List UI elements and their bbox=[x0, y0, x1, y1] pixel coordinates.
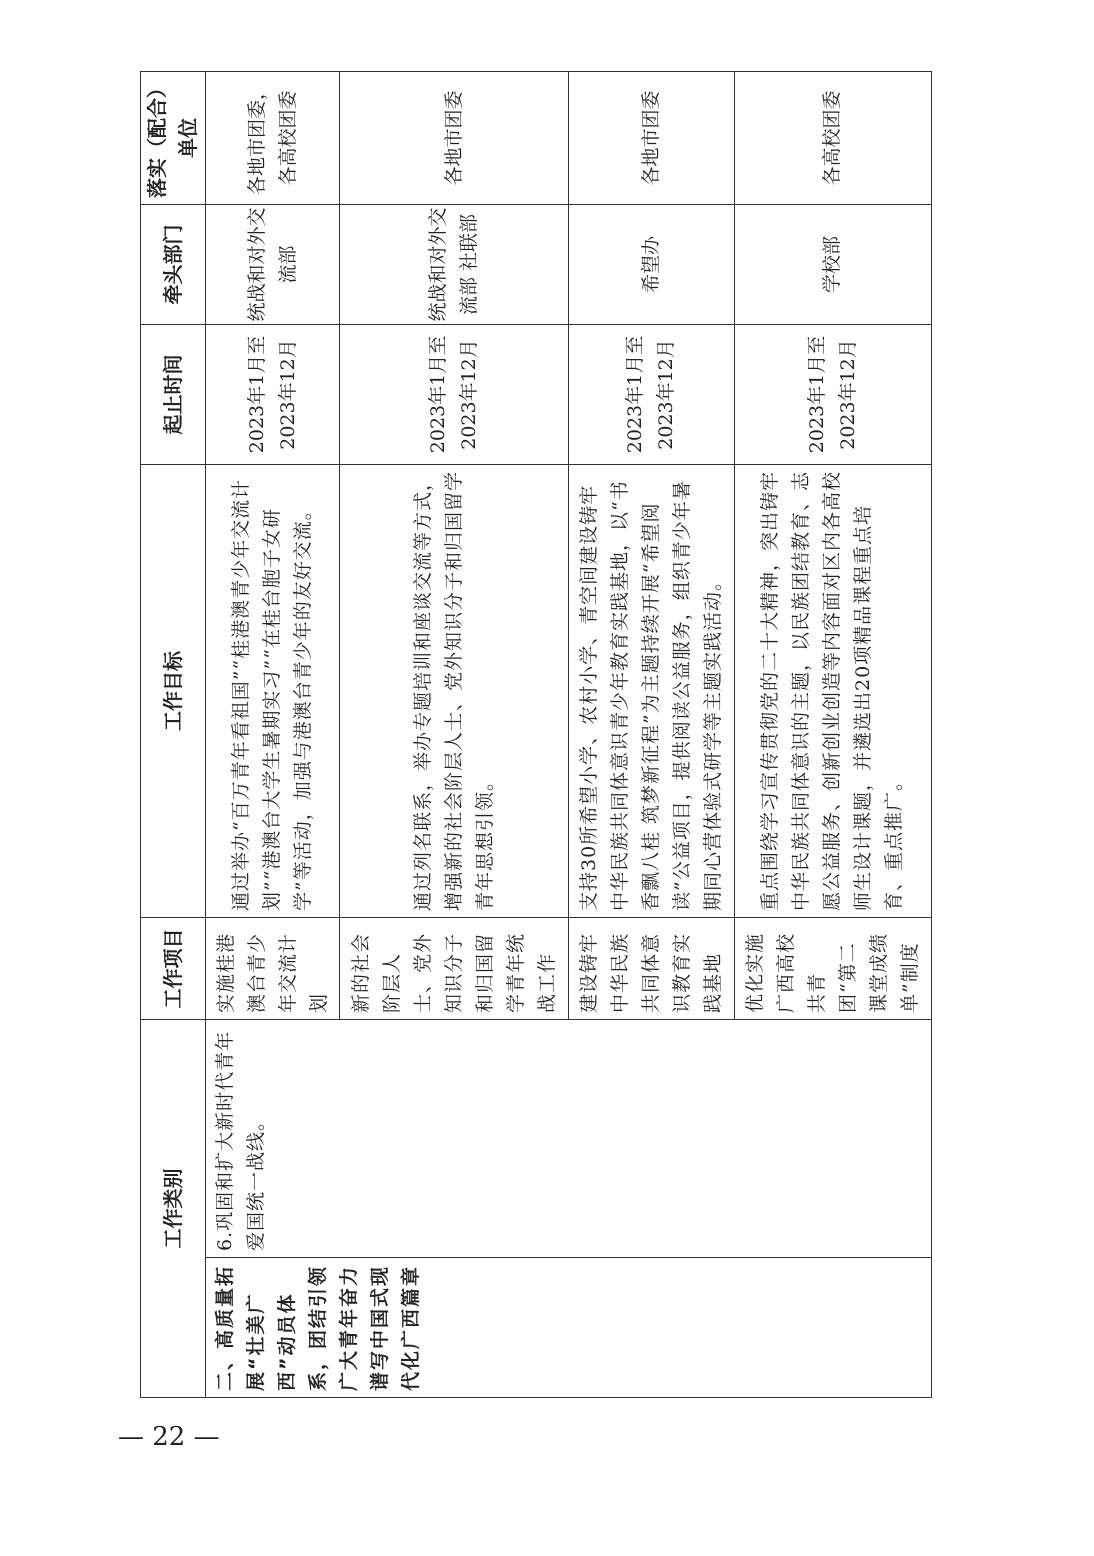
page-number: — 22 — bbox=[118, 1422, 220, 1452]
category-sub: 6.巩固和扩大新时代青年爱国统一战线。 bbox=[206, 1020, 932, 1258]
period-start: 2023年1月至 bbox=[805, 335, 828, 454]
period-cell bbox=[206, 325, 340, 465]
lead-dept-cell: 学校部 bbox=[734, 205, 931, 325]
period-end: 2023年12月 bbox=[276, 339, 299, 450]
period-cell bbox=[568, 325, 734, 465]
rotated-table-container bbox=[140, 78, 932, 1398]
period-end: 2023年12月 bbox=[458, 339, 481, 450]
header-unit: 落实（配合）单位 bbox=[141, 72, 206, 205]
table-row bbox=[206, 72, 340, 1398]
unit-cell: 各高校团委 bbox=[734, 72, 931, 205]
goal-cell: 通过列名联系，举办专题培训和座谈交流等方式，增强新的社会阶层人士、党外知识分子和归国留学青年思想引领。 bbox=[340, 465, 569, 918]
header-goal: 工作目标 bbox=[141, 465, 206, 918]
table-header-row bbox=[141, 72, 206, 1398]
project-cell: 新的社会阶层人士、党外知识分子和归国留学青年统战工作 bbox=[340, 918, 569, 1020]
period-cell bbox=[340, 325, 569, 465]
work-plan-table bbox=[140, 71, 932, 1398]
period-end: 2023年12月 bbox=[836, 339, 859, 450]
period-end: 2023年12月 bbox=[655, 339, 678, 450]
period-start: 2023年1月至 bbox=[245, 335, 268, 454]
lead-dept-cell: 希望办 bbox=[568, 205, 734, 325]
unit-cell: 各地市团委，各高校团委 bbox=[206, 72, 340, 205]
period-start: 2023年1月至 bbox=[427, 335, 450, 454]
goal-cell: 支持30所希望小学、农村小学、青空间建设铸牢中华民族共同体意识青少年教育实践基地，以“书香飘八桂 筑梦新征程”为主题持续开展“希望阅读”公益项目，提供阅读公益服务，组织青少年暑期同心营体验式研学等主题实践活动。 bbox=[568, 465, 734, 918]
goal-cell: 通过举办“百万青年看祖国”“桂港澳青少年交流计划”“港澳台大学生暑期实习”“在桂台胞子女研学”等活动，加强与港澳台青少年的友好交流。 bbox=[206, 465, 340, 918]
period-cell bbox=[734, 325, 931, 465]
category-main: 二、高质量拓展“壮美广西”动员体系，团结引领广大青年奋力谱写中国式现代化广西篇章 bbox=[206, 1258, 932, 1398]
header-period: 起止时间 bbox=[141, 325, 206, 465]
lead-dept-cell: 统战和对外交流部 社联部 bbox=[340, 205, 569, 325]
project-cell: 优化实施广西高校共青团“第二课堂成绩单”制度 bbox=[734, 918, 931, 1020]
unit-cell: 各地市团委 bbox=[568, 72, 734, 205]
unit-cell: 各地市团委 bbox=[340, 72, 569, 205]
header-project: 工作项目 bbox=[141, 918, 206, 1020]
goal-cell: 重点围绕学习宣传贯彻党的二十大精神，突出铸牢中华民族共同体意识的主题，以民族团结教育、志愿公益服务、创新创业创造等内容面对区内各高校师生设计课题，并遴选出20项精品课程重点培育、重点推广。 bbox=[734, 465, 931, 918]
lead-dept-cell: 统战和对外交流部 bbox=[206, 205, 340, 325]
header-category: 工作类别 bbox=[141, 1020, 206, 1398]
project-cell: 实施桂港澳台青少年交流计划 bbox=[206, 918, 340, 1020]
period-start: 2023年1月至 bbox=[624, 335, 647, 454]
project-cell: 建设铸牢中华民族共同体意识教育实践基地 bbox=[568, 918, 734, 1020]
header-lead-dept: 牵头部门 bbox=[141, 205, 206, 325]
